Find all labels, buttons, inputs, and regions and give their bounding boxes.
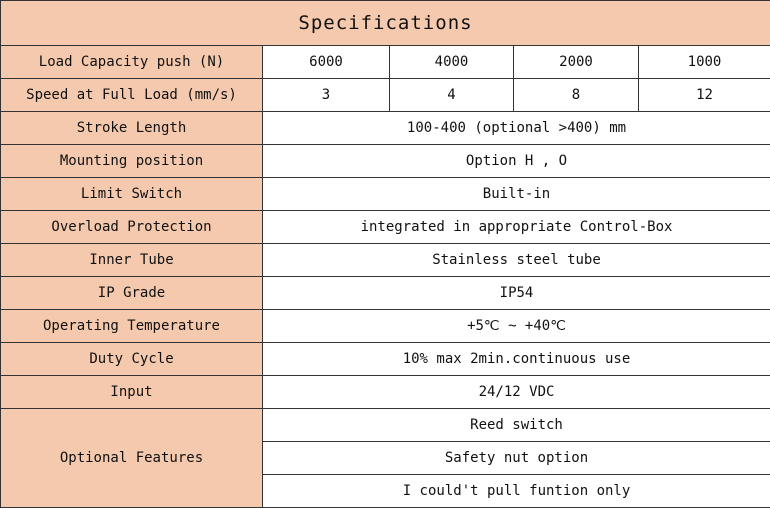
spec-label: Load Capacity push (N)	[1, 46, 263, 79]
spec-row-load-capacity	[1, 46, 770, 79]
spec-label: IP Grade	[1, 277, 263, 310]
spec-value: 12	[639, 79, 770, 112]
spec-label: Duty Cycle	[1, 343, 263, 376]
spec-value: Built-in	[263, 178, 770, 211]
spec-value: 6000	[263, 46, 390, 79]
spec-value: integrated in appropriate Control-Box	[263, 211, 770, 244]
spec-value: 4000	[390, 46, 514, 79]
spec-value: IP54	[263, 277, 770, 310]
spec-value: 4	[390, 79, 514, 112]
table-title: Specifications	[1, 1, 770, 46]
spec-row-input	[1, 376, 770, 409]
spec-label: Input	[1, 376, 263, 409]
title-row	[1, 1, 770, 46]
spec-value: 10% max 2min.continuous use	[263, 343, 770, 376]
spec-value: 2000	[514, 46, 639, 79]
spec-label: Overload Protection	[1, 211, 263, 244]
spec-label: Optional Features	[1, 409, 263, 508]
spec-value: Safety nut option	[263, 442, 770, 475]
spec-value: Reed switch	[263, 409, 770, 442]
spec-row-duty-cycle	[1, 343, 770, 376]
spec-row-optional-features	[1, 409, 770, 442]
spec-label: Speed at Full Load (mm/s)	[1, 79, 263, 112]
spec-value: +5℃ ~ +40℃	[263, 310, 770, 343]
spec-label: Stroke Length	[1, 112, 263, 145]
spec-value: 3	[263, 79, 390, 112]
spec-row-inner-tube	[1, 244, 770, 277]
spec-row-operating-temperature	[1, 310, 770, 343]
spec-value: 100-400 (optional >400) mm	[263, 112, 770, 145]
spec-value: I could't pull funtion only	[263, 475, 770, 508]
spec-row-mounting-position	[1, 145, 770, 178]
spec-row-overload-protection	[1, 211, 770, 244]
spec-row-ip-grade	[1, 277, 770, 310]
spec-label: Inner Tube	[1, 244, 263, 277]
spec-label: Limit Switch	[1, 178, 263, 211]
spec-label: Mounting position	[1, 145, 263, 178]
spec-value: Option H , O	[263, 145, 770, 178]
spec-label: Operating Temperature	[1, 310, 263, 343]
spec-value: 8	[514, 79, 639, 112]
spec-row-limit-switch	[1, 178, 770, 211]
spec-value: Stainless steel tube	[263, 244, 770, 277]
spec-row-stroke-length	[1, 112, 770, 145]
spec-value: 24/12 VDC	[263, 376, 770, 409]
spec-row-speed	[1, 79, 770, 112]
spec-value: 1000	[639, 46, 770, 79]
